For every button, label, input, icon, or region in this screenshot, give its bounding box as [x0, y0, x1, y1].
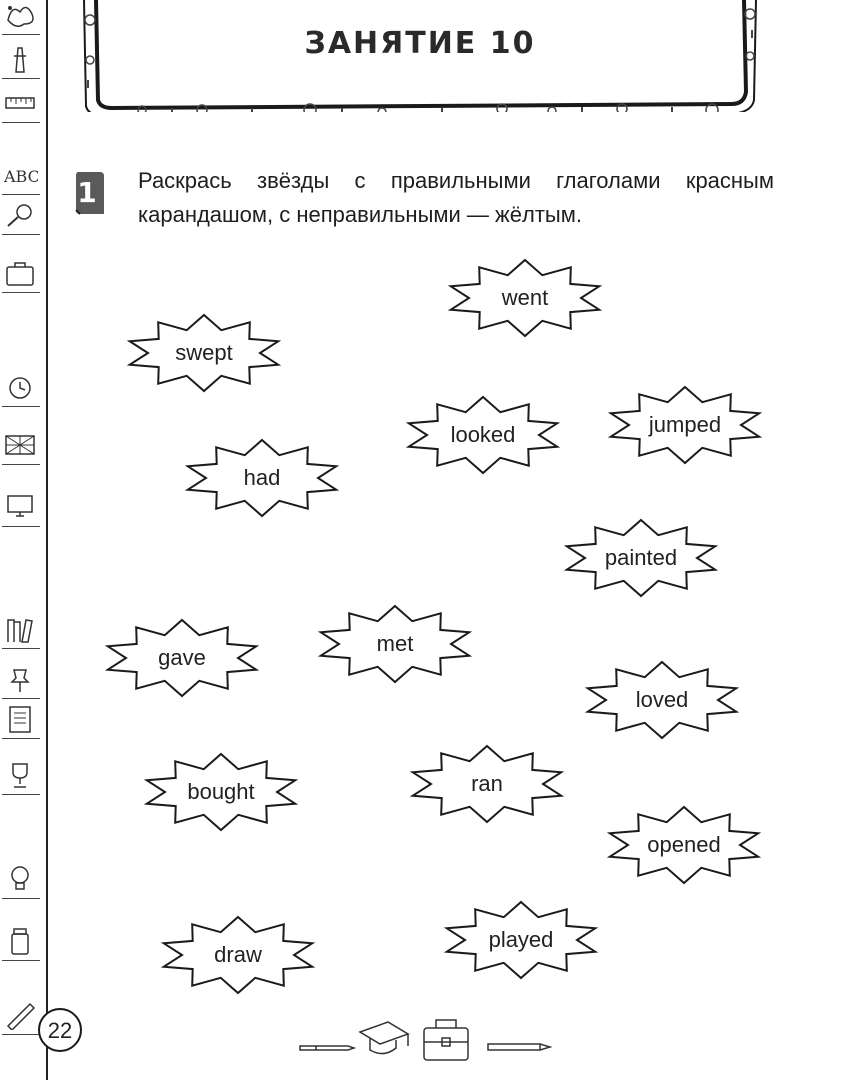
- star-word: painted: [604, 545, 678, 570]
- task-number: 1: [77, 176, 97, 209]
- ruler-icon: [2, 88, 40, 123]
- star-word: draw: [214, 942, 262, 967]
- word-star[interactable]: [582, 660, 742, 740]
- word-star[interactable]: [445, 258, 605, 338]
- star-word: went: [501, 285, 549, 310]
- star-word: ran: [471, 771, 503, 796]
- word-star[interactable]: [102, 618, 262, 698]
- star-word: loved: [635, 687, 689, 712]
- word-star[interactable]: [315, 604, 475, 684]
- flag-icon: [2, 430, 40, 465]
- star-word: had: [243, 465, 281, 490]
- books-icon: [2, 614, 40, 649]
- alarm-clock-icon: [2, 372, 40, 407]
- notebook-icon: [2, 704, 40, 739]
- word-star[interactable]: [403, 395, 563, 475]
- pencil-icon: [488, 1044, 550, 1050]
- star-word: swept: [175, 340, 233, 365]
- star-word: jumped: [648, 412, 722, 437]
- lesson-title: ЗАНЯТИЕ 10: [304, 26, 536, 61]
- word-star[interactable]: [141, 752, 301, 832]
- star-word: met: [376, 631, 414, 656]
- word-star[interactable]: [561, 518, 721, 598]
- word-star[interactable]: [605, 385, 765, 465]
- word-star[interactable]: [124, 313, 284, 393]
- tower-icon: [2, 44, 40, 79]
- paint-splash-icon: [2, 0, 40, 35]
- lightbulb-icon: [2, 864, 40, 899]
- pencil-icon: [2, 1000, 40, 1035]
- magnifier-icon: [2, 200, 40, 235]
- star-word: bought: [187, 779, 255, 804]
- jar-icon: [2, 926, 40, 961]
- task-instruction: Раскрась звёзды с правильными глаголами красным карандашом, с неправильными — жёлтым.: [138, 168, 774, 227]
- word-star[interactable]: [407, 744, 567, 824]
- page-number-badge: [36, 1006, 84, 1054]
- pen-icon: [300, 1046, 354, 1050]
- star-word: played: [488, 927, 554, 952]
- word-star[interactable]: [604, 805, 764, 885]
- page-number: 22: [47, 1018, 73, 1043]
- graduation-cap-icon: [360, 1022, 408, 1054]
- task-number-badge: [74, 170, 104, 216]
- trophy-icon: [2, 760, 40, 795]
- suitcase-icon: [2, 258, 40, 293]
- footer-decoration: [296, 1010, 556, 1064]
- abc-icon: [2, 160, 40, 195]
- pushpin-icon: [2, 664, 40, 699]
- star-word: gave: [158, 645, 206, 670]
- star-word: looked: [450, 422, 516, 447]
- star-word: opened: [647, 832, 721, 857]
- word-star[interactable]: [182, 438, 342, 518]
- computer-icon: [2, 492, 40, 527]
- briefcase-icon: [424, 1020, 468, 1060]
- word-star[interactable]: [441, 900, 601, 980]
- svg-text:ABC: ABC: [4, 167, 38, 186]
- margin-strip: [0, 0, 48, 1080]
- word-star[interactable]: [158, 915, 318, 995]
